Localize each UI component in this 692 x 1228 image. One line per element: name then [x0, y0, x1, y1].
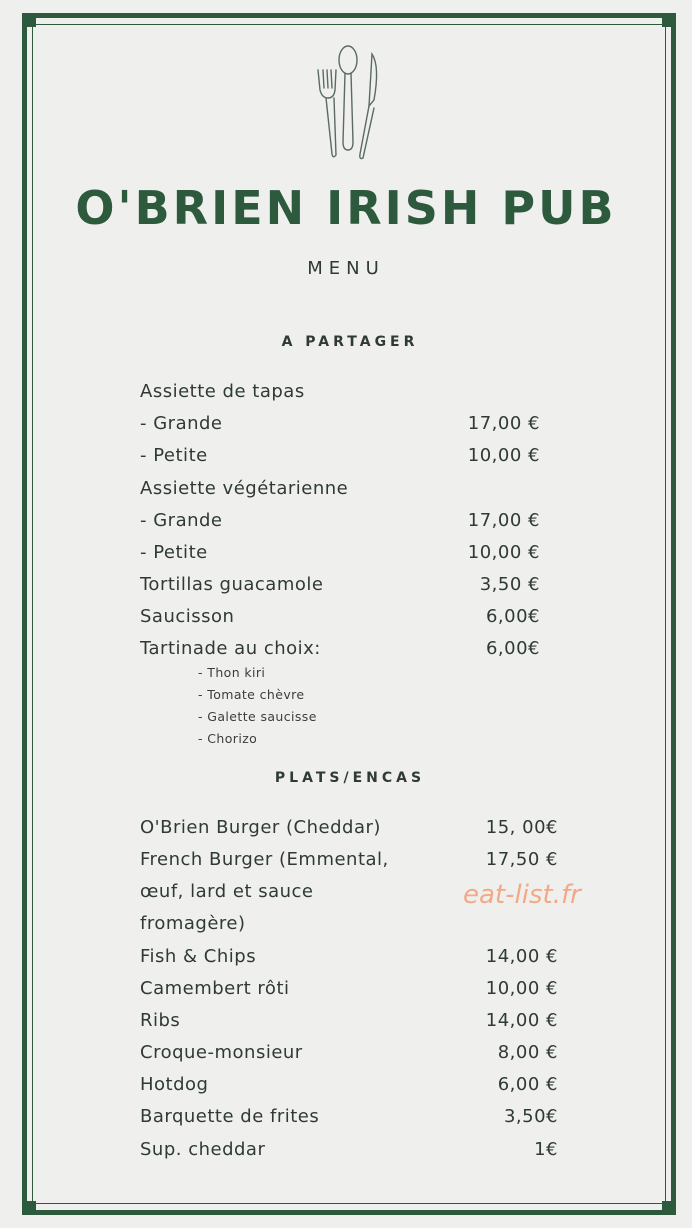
menu-item	[140, 537, 560, 569]
item-price: 17,00 €	[467, 510, 540, 531]
item-name: Assiette végétarienne	[140, 478, 349, 499]
frame-corner	[662, 1201, 676, 1215]
item-price: 3,50€	[503, 1106, 558, 1127]
item-name: Barquette de frites	[140, 1106, 320, 1127]
menu-item	[140, 601, 560, 633]
menu-item	[140, 505, 560, 537]
watermark: eat-list.fr	[463, 880, 581, 910]
menu-item	[140, 1101, 560, 1133]
page-subtitle: MENU	[307, 258, 385, 279]
item-name: Tortillas guacamole	[140, 574, 324, 595]
item-name: Croque-monsieur	[140, 1042, 303, 1063]
item-name: Saucisson	[140, 606, 235, 627]
item-price: 3,50 €	[479, 574, 540, 595]
item-price: 15, 00€	[485, 817, 558, 838]
item-price: 8,00 €	[497, 1042, 558, 1063]
item-name: Hotdog	[140, 1074, 209, 1095]
frame-corner	[22, 13, 36, 27]
item-price: 6,00 €	[497, 1074, 558, 1095]
item-price: 6,00€	[485, 606, 540, 627]
menu-item	[140, 1134, 560, 1166]
menu-item	[140, 844, 560, 876]
section-heading: A PARTAGER	[281, 334, 419, 350]
menu-item	[140, 633, 560, 665]
frame-corner	[22, 1201, 36, 1215]
item-name: French Burger (Emmental,	[140, 849, 389, 870]
item-price: 10,00 €	[467, 445, 540, 466]
item-name: Camembert rôti	[140, 978, 290, 999]
menu-item	[140, 1037, 560, 1069]
item-name: - Petite	[140, 445, 208, 466]
item-name: Fish & Chips	[140, 946, 257, 967]
item-name: - Grande	[140, 413, 223, 434]
page-title: O'BRIEN IRISH PUB	[75, 181, 617, 235]
option-item: - Thon kiri	[198, 665, 266, 680]
item-price: 10,00 €	[485, 978, 558, 999]
item-name: fromagère)	[140, 913, 246, 934]
menu-item	[140, 440, 560, 472]
menu-item	[140, 812, 560, 844]
frame-corner	[662, 13, 676, 27]
menu-item	[140, 973, 560, 1005]
menu-item	[140, 376, 560, 408]
menu-item	[140, 1069, 560, 1101]
item-name: - Petite	[140, 542, 208, 563]
menu-item	[140, 473, 560, 505]
item-price: 1€	[534, 1139, 558, 1160]
menu-item	[140, 908, 560, 940]
item-name: Ribs	[140, 1010, 181, 1031]
item-name: Assiette de tapas	[140, 381, 305, 402]
item-price: 14,00 €	[485, 1010, 558, 1031]
item-name: O'Brien Burger (Cheddar)	[140, 817, 381, 838]
item-price: 10,00 €	[467, 542, 540, 563]
item-price: 6,00€	[485, 638, 540, 659]
menu-item	[140, 1005, 560, 1037]
item-name: œuf, lard et sauce	[140, 881, 314, 902]
menu-item	[140, 569, 560, 601]
item-price: 17,50 €	[485, 849, 558, 870]
item-name: Sup. cheddar	[140, 1139, 266, 1160]
option-item: - Chorizo	[198, 731, 258, 746]
option-item: - Tomate chèvre	[198, 687, 305, 702]
item-price: 14,00 €	[485, 946, 558, 967]
item-price: 17,00 €	[467, 413, 540, 434]
section-heading: PLATS/ENCAS	[274, 770, 426, 786]
menu-item	[140, 408, 560, 440]
fork-spoon-knife-icon	[310, 42, 386, 164]
item-name: - Grande	[140, 510, 223, 531]
option-item: - Galette saucisse	[198, 709, 317, 724]
menu-item	[140, 941, 560, 973]
item-name: Tartinade au choix:	[140, 638, 321, 659]
